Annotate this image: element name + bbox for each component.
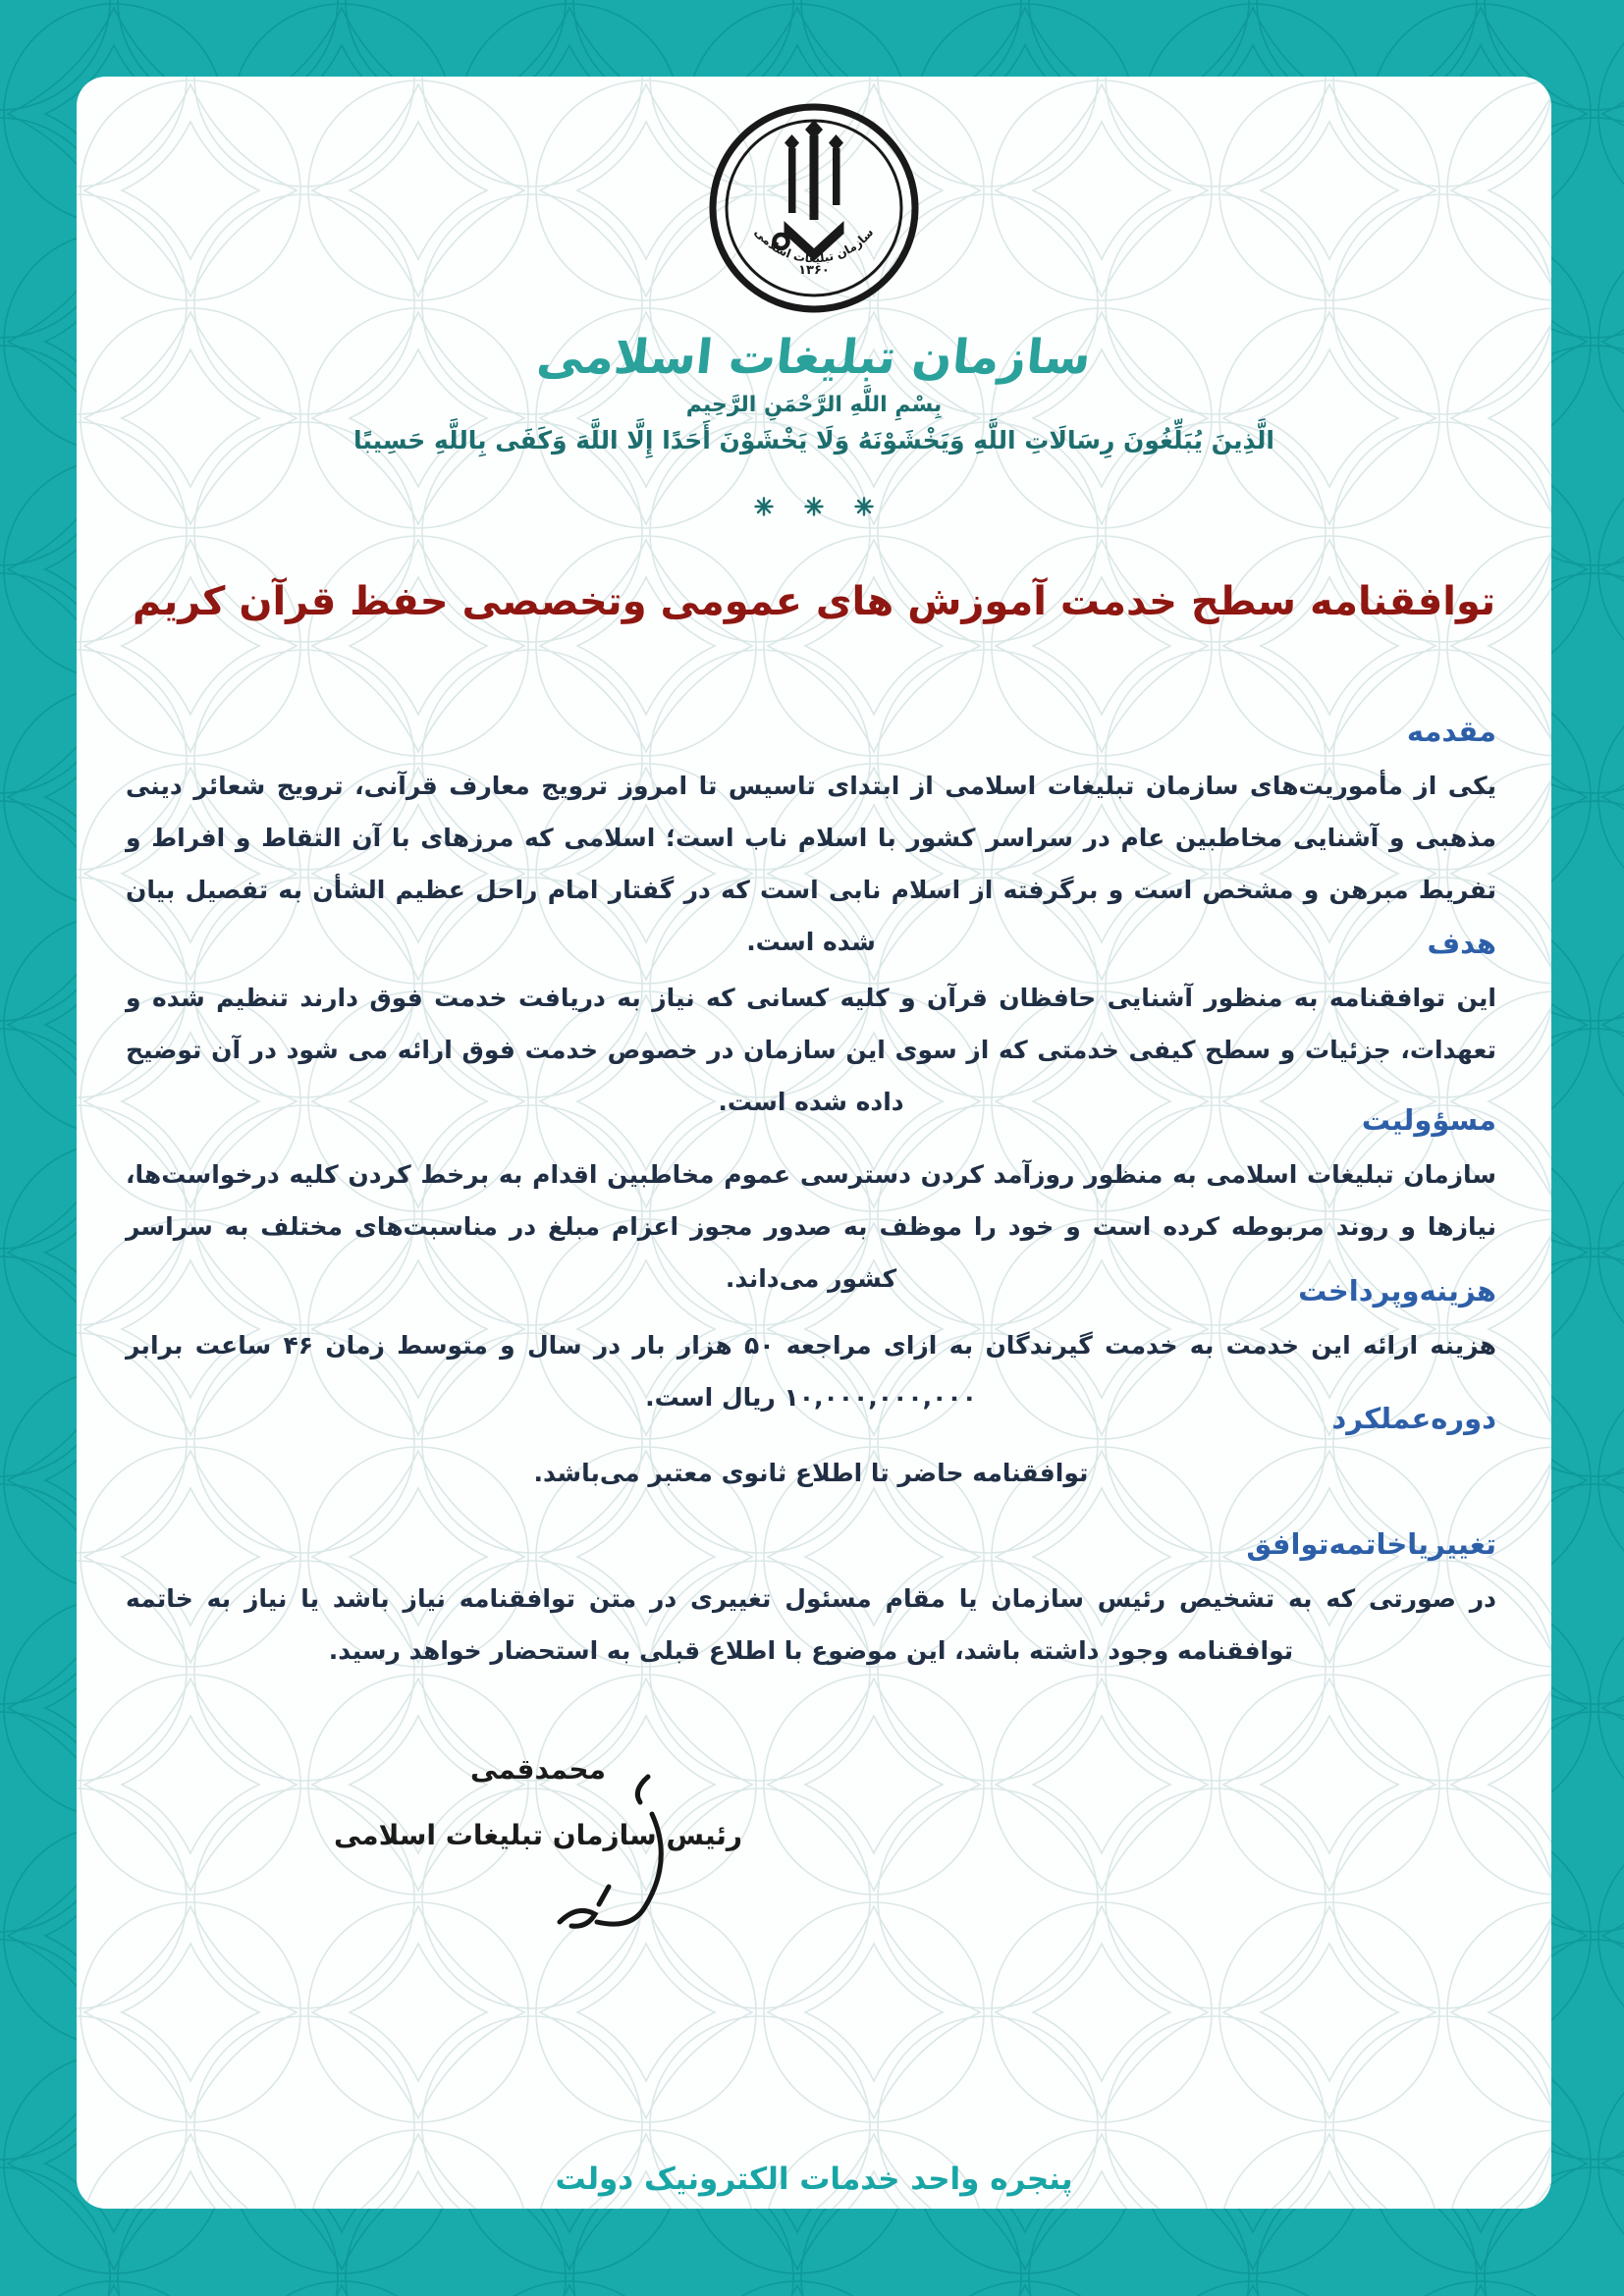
document-title: توافقنامه سطح خدمت آموزش های عمومی وتخصصی حفظ قرآن کریم (132, 579, 1496, 624)
footer-text: پنجره واحد خدمات الکترونیک دولت (555, 2162, 1073, 2197)
signer-name: محمدقمی (470, 1753, 606, 1786)
section-heading: مسؤولیت (1361, 1103, 1496, 1137)
section-change-termination (77, 1527, 1551, 1677)
asterisk-icon (854, 497, 874, 520)
document-sheet (77, 77, 1551, 2209)
section-body: در صورتی که به تشخیص رئیس سازمان یا مقام مسئول تغییری در متن توافقنامه نیاز باشد یا نیاز به خاتمه توافقنامه وجود داشته باشد، این موضوع با اطلاع قبلی به استحضار خواهد رسید. (126, 1584, 1496, 1665)
organization-logo (699, 92, 930, 340)
document-content (77, 77, 1551, 2209)
org-calligraphy: سازمان تبلیغات اسلامی (534, 330, 1094, 385)
section-body: توافقنامه حاضر تا اطلاع ثانوی معتبر می‌باشد. (533, 1459, 1089, 1487)
section-performance-period (77, 1402, 1551, 1499)
signature-scribble-icon (538, 1767, 676, 1938)
allah-kufic-icon (775, 120, 844, 261)
separator-asterisks (77, 497, 1551, 520)
section-body: سازمان تبلیغات اسلامی به منظور روزآمد کردن دسترسی عموم مخاطبین اقدام به برخط کردن کلیه درخواست‌ها، نیازها و روند مربوطه کرده است و خود را موظف به صدور مجوز اعزام مبلغ در مناسبت‌های مختلف به سراسر کشور می‌داند. (126, 1160, 1496, 1293)
section-heading: دوره‌عملکرد (1331, 1402, 1496, 1435)
asterisk-icon (804, 497, 824, 520)
logo-emblem-icon (699, 92, 930, 336)
section-goal (77, 927, 1551, 1128)
bismillah-text: بِسْمِ اللَّهِ الرَّحْمَنِ الرَّحِيم (685, 393, 943, 417)
section-body: این توافقنامه به منظور آشنایی حافظان قرآن و کلیه کسانی که نیاز به دریافت خدمت فوق دارند تنظیم شده و تعهدات، جزئیات و سطح کیفی خدمتی که از سوی این سازمان در خصوص خدمت فوق ارائه می شود در آن توضیح داده شده است. (126, 984, 1496, 1116)
logo-circle-text: سازمان تبلیغات اسلامی (751, 225, 877, 266)
section-heading: مقدمه (1406, 715, 1496, 748)
asterisk-icon (754, 497, 774, 520)
signer-role: رئیس سازمان تبلیغات اسلامی (333, 1819, 743, 1851)
section-heading: هدف (1427, 927, 1496, 960)
section-heading: هزینه‌وپرداخت (1298, 1274, 1496, 1308)
section-body: هزینه ارائه این خدمت به خدمت گیرندگان به ازای مراجعه ۵۰ هزار بار در سال و متوسط زمان ۴۶ ساعت برابر ۱۰,۰۰۰,۰۰۰,۰۰۰ ریال است. (126, 1331, 1496, 1412)
section-body: یکی از مأموریت‌های سازمان تبلیغات اسلامی از ابتدای تاسیس تا امروز ترویج معارف قرآنی، ترویج شعائر دینی مذهبی و آشنایی مخاطبین عام در سراسر کشور با اسلام ناب است؛ اسلامی که مرزهای با آن التقاط و افراط و تفریط مبرهن و مشخص است و برگرفته از اسلام نابی است که در گفتار امام راحل عظیم الشأن به تفصیل بیان شده است. (126, 772, 1496, 956)
quran-verse: الَّذِينَ يُبَلِّغُونَ رِسَالَاتِ اللَّهِ وَيَخْشَوْنَهُ وَلَا يَخْشَوْنَ أَحَدًا إِلَّا اللَّهَ وَكَفَى بِاللَّهِ حَسِيبًا (353, 426, 1274, 454)
section-heading: تغییریاخاتمه‌توافق (1246, 1527, 1496, 1561)
logo-year: ۱۳۶۰ (798, 263, 830, 278)
